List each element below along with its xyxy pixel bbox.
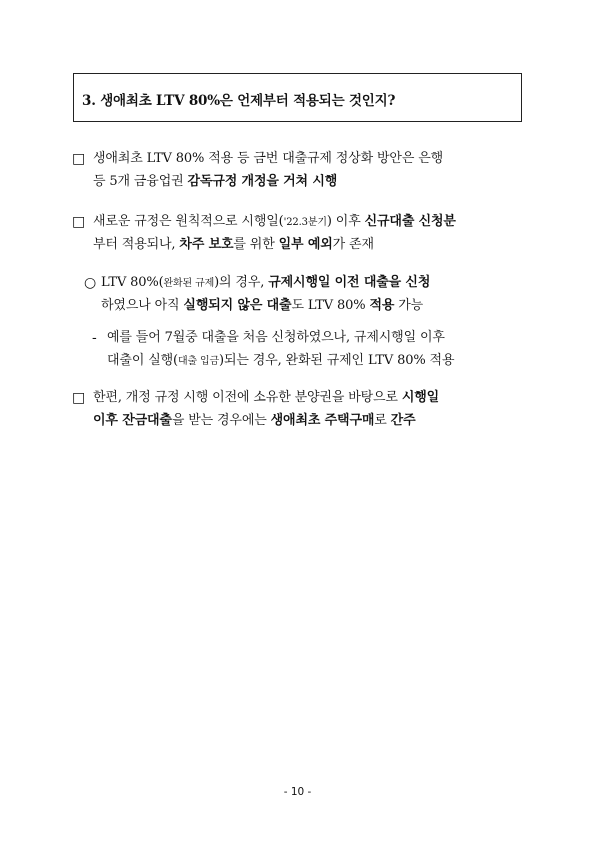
p3-small-text: 완화된 규제 (163, 278, 215, 289)
circle-bullet-icon: ○ (84, 275, 97, 291)
p2-text: 부터 적용되나, (93, 237, 180, 252)
p2-small-text: '22.3분기 (283, 217, 327, 228)
dash-bullet-icon: - (92, 330, 97, 346)
p3-emphasis: 적용 (369, 298, 395, 313)
p4-text: 예를 들어 7월중 대출을 처음 신청하였으나, 규제시행일 이후 (107, 330, 445, 345)
p5-line1 (93, 390, 439, 406)
page-number: - 10 - (283, 786, 312, 798)
p1-text: 등 5개 금융업권 (93, 174, 188, 189)
p3-line2 (101, 298, 423, 314)
p4-line1 (107, 330, 445, 346)
p5-line2 (93, 413, 416, 429)
p5-text: 한편, 개정 규정 시행 이전에 소유한 분양권을 바탕으로 (93, 390, 402, 405)
p1-text: 생애최초 LTV 80% 적용 등 금번 대출규제 정상화 방안은 은행 (93, 151, 444, 166)
question-box (73, 73, 522, 122)
p2-text: 가 존재 (332, 237, 374, 252)
p3-emphasis: 실행되지 않은 대출 (183, 298, 292, 313)
square-bullet-icon: □ (72, 214, 86, 230)
p1-line1 (93, 151, 443, 167)
p5-emphasis: 간주 (390, 413, 416, 428)
p5-text: 을 받는 경우에는 (171, 413, 271, 428)
p5-text: 로 (374, 413, 391, 428)
p3-text: )의 경우, (214, 275, 269, 290)
square-bullet-icon: □ (72, 151, 86, 167)
square-bullet-icon: □ (72, 390, 86, 406)
p3-text: LTV 80%( (101, 275, 164, 290)
p3-text: 가능 (394, 298, 424, 313)
p2-text: 를 위한 (233, 237, 279, 252)
p2-text: 새로운 규정은 원칙적으로 시행일( (93, 214, 284, 229)
p5-emphasis: 생애최초 주택구매 (270, 413, 375, 428)
p2-emphasis: 신규대출 신청분 (364, 214, 456, 229)
p3-line1 (101, 275, 430, 292)
p3-text: 하였으나 아직 (101, 298, 184, 313)
p3-text: 도 LTV 80% (291, 298, 370, 313)
question-title: 3. 생애최초 LTV 80%은 언제부터 적용되는 것인지? (82, 93, 396, 109)
p2-emphasis: 일부 예외 (278, 237, 333, 252)
p2-emphasis: 차주 보호 (179, 237, 234, 252)
p4-line2 (107, 353, 454, 370)
p3-emphasis: 규제시행일 이전 대출을 신청 (268, 275, 431, 290)
p4-text: )되는 경우, 완화된 규제인 LTV 80% 적용 (219, 353, 455, 368)
p5-emphasis: 이후 잔금대출 (93, 413, 172, 428)
p4-text: 대출이 실행( (107, 353, 178, 368)
p1-emphasis: 감독규정 개정을 거쳐 시행 (187, 174, 338, 189)
p2-text: ) 이후 (326, 214, 365, 229)
p4-small-text: 대출 입금 (177, 356, 220, 367)
p5-emphasis: 시행일 (401, 390, 440, 405)
p2-line1 (93, 214, 456, 231)
p2-line2 (93, 237, 374, 253)
p1-line2 (93, 174, 337, 190)
